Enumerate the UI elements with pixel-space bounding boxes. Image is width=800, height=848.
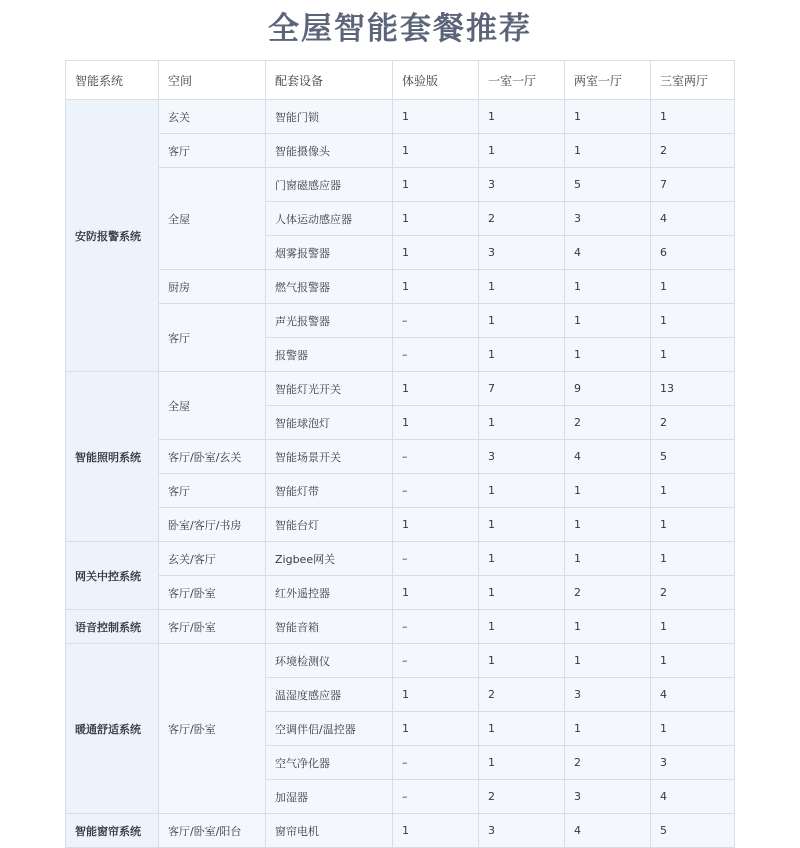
one-room-qty-cell: 2	[479, 780, 565, 814]
system-cell: 网关中控系统	[66, 542, 159, 610]
header-space: 空间	[159, 61, 266, 100]
device-cell: 声光报警器	[266, 304, 393, 338]
header-trial: 体验版	[393, 61, 479, 100]
space-cell: 客厅/卧室	[159, 644, 266, 814]
two-room-qty-cell: 2	[565, 406, 651, 440]
device-cell: 加湿器	[266, 780, 393, 814]
trial-qty-cell: 1	[393, 576, 479, 610]
three-room-qty-cell: 1	[651, 304, 735, 338]
trial-qty-cell: –	[393, 304, 479, 338]
device-cell: 智能门锁	[266, 100, 393, 134]
trial-qty-cell: 1	[393, 100, 479, 134]
header-row	[66, 61, 735, 100]
two-room-qty-cell: 1	[565, 712, 651, 746]
space-cell: 客厅/卧室/阳台	[159, 814, 266, 848]
two-room-qty-cell: 9	[565, 372, 651, 406]
system-cell: 安防报警系统	[66, 100, 159, 372]
device-cell: 人体运动感应器	[266, 202, 393, 236]
system-cell: 智能窗帘系统	[66, 814, 159, 848]
two-room-qty-cell: 3	[565, 678, 651, 712]
trial-qty-cell: 1	[393, 712, 479, 746]
space-cell: 全屋	[159, 372, 266, 440]
three-room-qty-cell: 3	[651, 746, 735, 780]
two-room-qty-cell: 2	[565, 576, 651, 610]
device-cell: 烟雾报警器	[266, 236, 393, 270]
header-device: 配套设备	[266, 61, 393, 100]
space-cell: 客厅	[159, 474, 266, 508]
space-cell: 客厅	[159, 304, 266, 372]
trial-qty-cell: –	[393, 780, 479, 814]
three-room-qty-cell: 6	[651, 236, 735, 270]
space-cell: 客厅/卧室/玄关	[159, 440, 266, 474]
table-row	[66, 576, 735, 610]
two-room-qty-cell: 1	[565, 610, 651, 644]
two-room-qty-cell: 1	[565, 304, 651, 338]
three-room-qty-cell: 1	[651, 508, 735, 542]
one-room-qty-cell: 7	[479, 372, 565, 406]
space-cell: 玄关	[159, 100, 266, 134]
one-room-qty-cell: 1	[479, 508, 565, 542]
trial-qty-cell: –	[393, 610, 479, 644]
device-cell: 智能场景开关	[266, 440, 393, 474]
two-room-qty-cell: 1	[565, 644, 651, 678]
space-cell: 客厅/卧室	[159, 576, 266, 610]
one-room-qty-cell: 1	[479, 304, 565, 338]
device-cell: 燃气报警器	[266, 270, 393, 304]
two-room-qty-cell: 1	[565, 474, 651, 508]
device-cell: 环境检测仪	[266, 644, 393, 678]
trial-qty-cell: 1	[393, 168, 479, 202]
three-room-qty-cell: 1	[651, 542, 735, 576]
space-cell: 客厅/卧室	[159, 610, 266, 644]
three-room-qty-cell: 1	[651, 270, 735, 304]
table-row	[66, 372, 735, 406]
one-room-qty-cell: 3	[479, 814, 565, 848]
trial-qty-cell: 1	[393, 678, 479, 712]
package-table	[65, 60, 735, 848]
three-room-qty-cell: 5	[651, 814, 735, 848]
three-room-qty-cell: 1	[651, 100, 735, 134]
table-row	[66, 542, 735, 576]
header-one-room: 一室一厅	[479, 61, 565, 100]
one-room-qty-cell: 3	[479, 168, 565, 202]
table-row	[66, 134, 735, 168]
two-room-qty-cell: 1	[565, 542, 651, 576]
one-room-qty-cell: 1	[479, 576, 565, 610]
trial-qty-cell: 1	[393, 372, 479, 406]
device-cell: 红外遥控器	[266, 576, 393, 610]
table-row	[66, 644, 735, 678]
device-cell: 报警器	[266, 338, 393, 372]
two-room-qty-cell: 1	[565, 270, 651, 304]
table-row	[66, 474, 735, 508]
one-room-qty-cell: 2	[479, 678, 565, 712]
device-cell: 窗帘电机	[266, 814, 393, 848]
space-cell: 卧室/客厅/书房	[159, 508, 266, 542]
two-room-qty-cell: 3	[565, 780, 651, 814]
three-room-qty-cell: 2	[651, 576, 735, 610]
trial-qty-cell: 1	[393, 236, 479, 270]
header-system: 智能系统	[66, 61, 159, 100]
one-room-qty-cell: 3	[479, 236, 565, 270]
two-room-qty-cell: 4	[565, 236, 651, 270]
one-room-qty-cell: 1	[479, 610, 565, 644]
system-cell: 智能照明系统	[66, 372, 159, 542]
system-cell: 语音控制系统	[66, 610, 159, 644]
two-room-qty-cell: 1	[565, 508, 651, 542]
device-cell: 温湿度感应器	[266, 678, 393, 712]
trial-qty-cell: –	[393, 542, 479, 576]
three-room-qty-cell: 4	[651, 202, 735, 236]
trial-qty-cell: 1	[393, 508, 479, 542]
one-room-qty-cell: 1	[479, 474, 565, 508]
table-row	[66, 304, 735, 338]
one-room-qty-cell: 1	[479, 542, 565, 576]
two-room-qty-cell: 5	[565, 168, 651, 202]
device-cell: 智能台灯	[266, 508, 393, 542]
three-room-qty-cell: 1	[651, 712, 735, 746]
header-three-room: 三室两厅	[651, 61, 735, 100]
header-two-room: 两室一厅	[565, 61, 651, 100]
one-room-qty-cell: 1	[479, 644, 565, 678]
trial-qty-cell: 1	[393, 202, 479, 236]
trial-qty-cell: –	[393, 746, 479, 780]
two-room-qty-cell: 3	[565, 202, 651, 236]
space-cell: 全屋	[159, 168, 266, 270]
two-room-qty-cell: 1	[565, 338, 651, 372]
three-room-qty-cell: 1	[651, 644, 735, 678]
table-row	[66, 610, 735, 644]
two-room-qty-cell: 4	[565, 440, 651, 474]
three-room-qty-cell: 1	[651, 610, 735, 644]
one-room-qty-cell: 1	[479, 100, 565, 134]
trial-qty-cell: 1	[393, 134, 479, 168]
trial-qty-cell: –	[393, 338, 479, 372]
two-room-qty-cell: 1	[565, 134, 651, 168]
table-row	[66, 440, 735, 474]
three-room-qty-cell: 4	[651, 780, 735, 814]
one-room-qty-cell: 2	[479, 202, 565, 236]
device-cell: 智能摄像头	[266, 134, 393, 168]
trial-qty-cell: 1	[393, 814, 479, 848]
two-room-qty-cell: 1	[565, 100, 651, 134]
table-row	[66, 100, 735, 134]
space-cell: 厨房	[159, 270, 266, 304]
three-room-qty-cell: 4	[651, 678, 735, 712]
one-room-qty-cell: 1	[479, 712, 565, 746]
two-room-qty-cell: 2	[565, 746, 651, 780]
system-cell: 暖通舒适系统	[66, 644, 159, 814]
three-room-qty-cell: 1	[651, 474, 735, 508]
page-title: 全屋智能套餐推荐	[268, 11, 532, 47]
table-row	[66, 508, 735, 542]
one-room-qty-cell: 1	[479, 270, 565, 304]
two-room-qty-cell: 4	[565, 814, 651, 848]
device-cell: Zigbee网关	[266, 542, 393, 576]
one-room-qty-cell: 1	[479, 746, 565, 780]
three-room-qty-cell: 13	[651, 372, 735, 406]
three-room-qty-cell: 7	[651, 168, 735, 202]
space-cell: 客厅	[159, 134, 266, 168]
three-room-qty-cell: 2	[651, 406, 735, 440]
trial-qty-cell: 1	[393, 406, 479, 440]
device-cell: 门窗磁感应器	[266, 168, 393, 202]
table-row	[66, 168, 735, 202]
three-room-qty-cell: 1	[651, 338, 735, 372]
device-cell: 智能音箱	[266, 610, 393, 644]
device-cell: 空气净化器	[266, 746, 393, 780]
trial-qty-cell: 1	[393, 270, 479, 304]
space-cell: 玄关/客厅	[159, 542, 266, 576]
trial-qty-cell: –	[393, 644, 479, 678]
one-room-qty-cell: 1	[479, 134, 565, 168]
trial-qty-cell: –	[393, 474, 479, 508]
one-room-qty-cell: 3	[479, 440, 565, 474]
one-room-qty-cell: 1	[479, 406, 565, 440]
table-row	[66, 270, 735, 304]
three-room-qty-cell: 5	[651, 440, 735, 474]
trial-qty-cell: –	[393, 440, 479, 474]
device-cell: 智能球泡灯	[266, 406, 393, 440]
device-cell: 智能灯光开关	[266, 372, 393, 406]
one-room-qty-cell: 1	[479, 338, 565, 372]
table-row	[66, 814, 735, 848]
device-cell: 智能灯带	[266, 474, 393, 508]
device-cell: 空调伴侣/温控器	[266, 712, 393, 746]
three-room-qty-cell: 2	[651, 134, 735, 168]
